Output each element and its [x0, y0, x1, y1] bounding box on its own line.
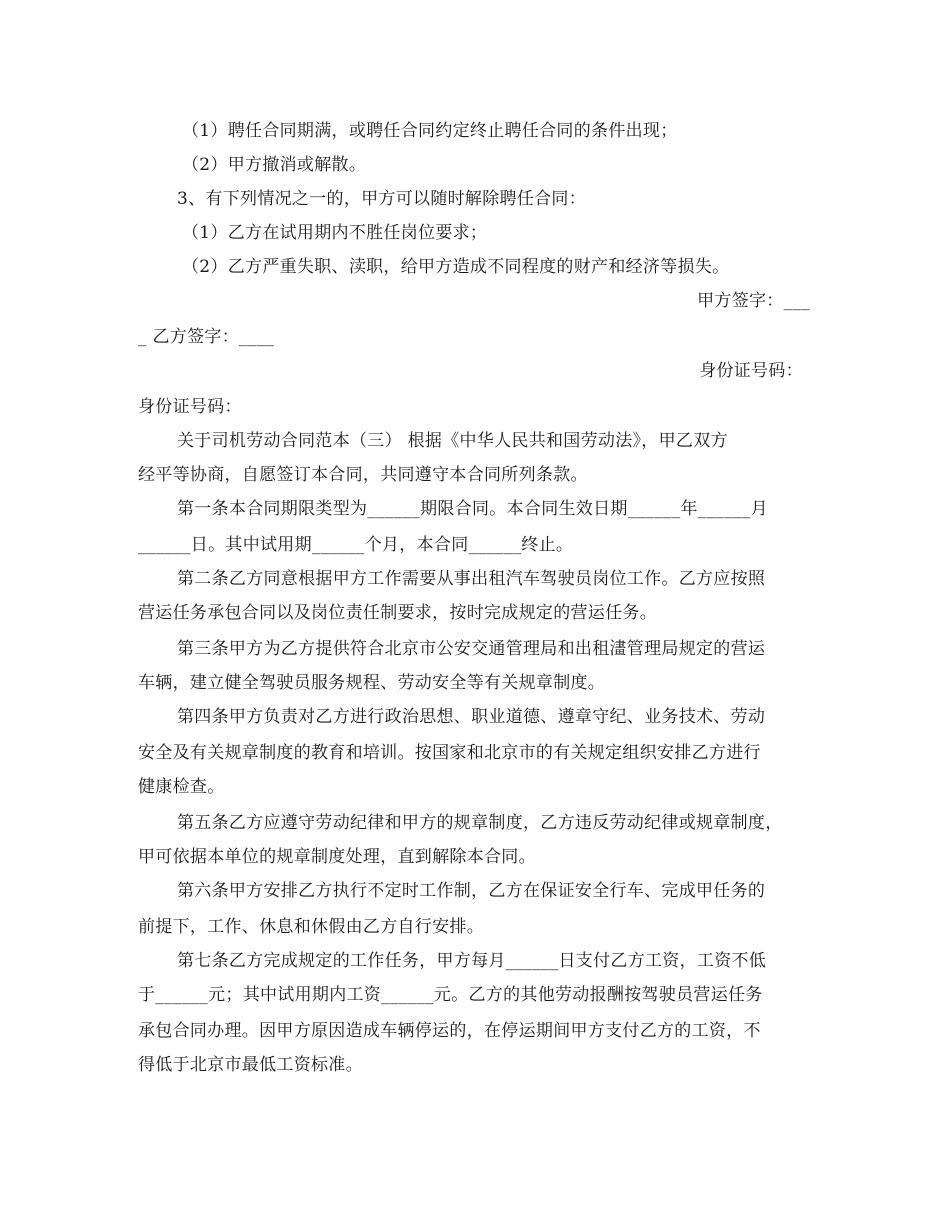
article-4-line-2: 安全及有关规章制度的教育和培训。按国家和北京市的有关规定组织安排乙方进行 — [138, 743, 761, 763]
clause-item-3-1: （1）乙方在试用期内不胜任岗位要求； — [182, 223, 488, 243]
contract-title-line: 关于司机劳动合同范本（三） 根据《中华人民共和国劳动法》，甲乙双方 — [177, 431, 728, 451]
article-7-line-1: 第七条乙方完成规定的工作任务，甲方每月______日支付乙方工资，工资不低 — [177, 951, 767, 971]
article-5-line-1: 第五条乙方应遵守劳动纪律和甲方的规章制度，乙方违反劳动纪律或规章制度， — [177, 813, 783, 833]
id-number-party-b: 身份证号码： — [138, 397, 242, 417]
article-3-line-1: 第三条甲方为乙方提供符合北京市公安交通管理局和出租澅管理局规定的营运 — [177, 639, 766, 659]
article-2-line-2: 营运任务承包合同以及岗位责任制要求，按时完成规定的营运任务。 — [138, 603, 657, 623]
article-7-line-4: 得低于北京市最低工资标准。 — [138, 1055, 363, 1075]
article-4-line-3: 健康检查。 — [138, 777, 225, 797]
article-2-line-1: 第二条乙方同意根据甲方工作需要从事出租汽车驾驶员岗位工作。乙方应按照 — [177, 569, 766, 589]
article-1-line-2: ______日。其中试用期______个月，本合同______终止。 — [138, 535, 574, 555]
paragraph-line: 经平等协商，自愿签订本合同，共同遵守本合同所列条款。 — [138, 465, 588, 485]
clause-item-3-2: （2）乙方严重失职、渎职，给甲方造成不同程度的财产和经济等损失。 — [182, 257, 730, 277]
id-number-party-a: 身份证号码： — [699, 361, 803, 381]
party-a-signature: 甲方签字：___ — [697, 291, 810, 311]
clause-heading-3: 3、有下列情况之一的，甲方可以随时解除聘任合同： — [177, 189, 587, 209]
party-b-signature: _ 乙方签字：____ — [138, 327, 275, 347]
article-6-line-1: 第六条甲方安排乙方执行不定时工作制，乙方在保证安全行车、完成甲任务的 — [177, 881, 766, 901]
article-7-line-3: 承包合同办理。因甲方原因造成车辆停运的，在停运期间甲方支付乙方的工资，不 — [138, 1021, 761, 1041]
article-7-line-2: 于______元；其中试用期内工资______元。乙方的其他劳动报酬按驾驶员营运任务 — [138, 985, 763, 1005]
article-1-line-1: 第一条本合同期限类型为______期限合同。本合同生效日期______年______月 — [177, 499, 768, 519]
clause-item-2: （2）甲方撤消或解散。 — [182, 155, 367, 175]
article-3-line-2: 车辆，建立健全驾驶员服务规程、劳动安全等有关规章制度。 — [138, 673, 606, 693]
article-6-line-2: 前提下，工作、休息和休假由乙方自行安排。 — [138, 917, 484, 937]
clause-item-1: （1）聘任合同期满，或聘任合同约定终止聘任合同的条件出现； — [182, 121, 678, 141]
article-4-line-1: 第四条甲方负责对乙方进行政治思想、职业道德、遵章守纪、业务技术、劳动 — [177, 707, 766, 727]
article-5-line-2: 甲可依据本单位的规章制度处理，直到解除本合同。 — [138, 847, 536, 867]
